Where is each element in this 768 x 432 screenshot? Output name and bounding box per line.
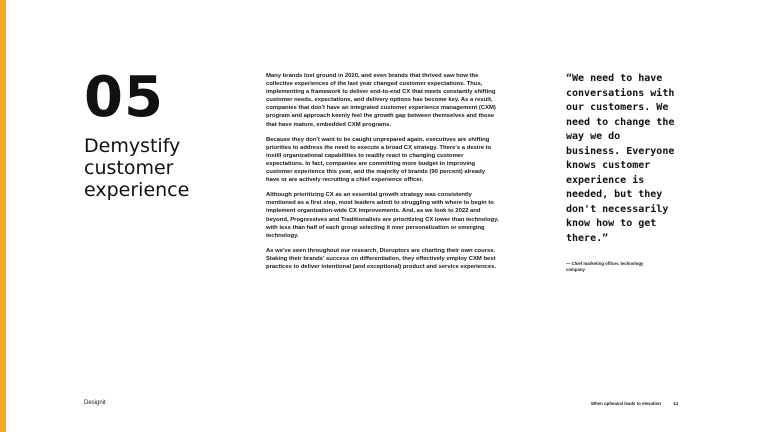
body-paragraph-4: As we've seen throughout our research, Disruptors are charting their own course. Staking their brands' success on differentiation, they effectively employ CXM best practices to deliver intentional (and exceptional) product and service experiences. xyxy=(266,247,497,270)
footer-brand: Designit xyxy=(84,400,106,406)
accent-bar xyxy=(0,0,6,432)
section-number: 05 xyxy=(84,65,164,130)
footer-report-title: When upheaval leads to elevation xyxy=(590,401,662,406)
page-number: 14 xyxy=(673,401,678,406)
body-text-column xyxy=(266,72,500,278)
body-paragraph-3: Although prioritizing CX as an essential growth strategy was consistently mentioned as a first step, most leaders admit to struggling with where to begin to implement organization-wide CX improvements. And, as we look to 2022 and beyond, Progressives and Traditionalists are prioritizing CX lower than technology, with less than half of each group selecting it over personalization or emerging technology. xyxy=(266,192,499,239)
body-paragraph-2: Because they don't want to be caught unprepared again, executives are shifting priorities to address the need to execute a broad CX strategy. There's a desire to instill organizational capabilities to readily react to changing customer expectations. In fact, companies are committing more budget to improving customer experience this year, and the majority of brands (90 percent) already have or are actively recruiting a chief experience officer. xyxy=(266,136,492,184)
footer-meta xyxy=(591,401,678,406)
body-paragraph-1: Many brands lost ground in 2020, and even brands that thrived saw how the collective experiences of the last year changed customer expectations. Thus, implementing a framework to deliver end-to-end CX that meets constantly shifting customer needs, expectations, and delivery options has become key. As a result, companies that don't have an integrated customer experience management (CXM) program and approach keenly feel the growth gap between themselves and those that have mature, embedded CXM programs. xyxy=(266,73,496,128)
section-title: Demystify customer experience xyxy=(84,135,190,201)
pull-quote xyxy=(566,72,678,273)
quote-text: “We need to have conversations with our customers. We need to change the way we do business. Everyone knows customer experience is needed, but they don't necessarily know how to get there.” xyxy=(566,73,675,244)
quote-attribution: — Chief marketing officer, technology company xyxy=(566,261,644,272)
